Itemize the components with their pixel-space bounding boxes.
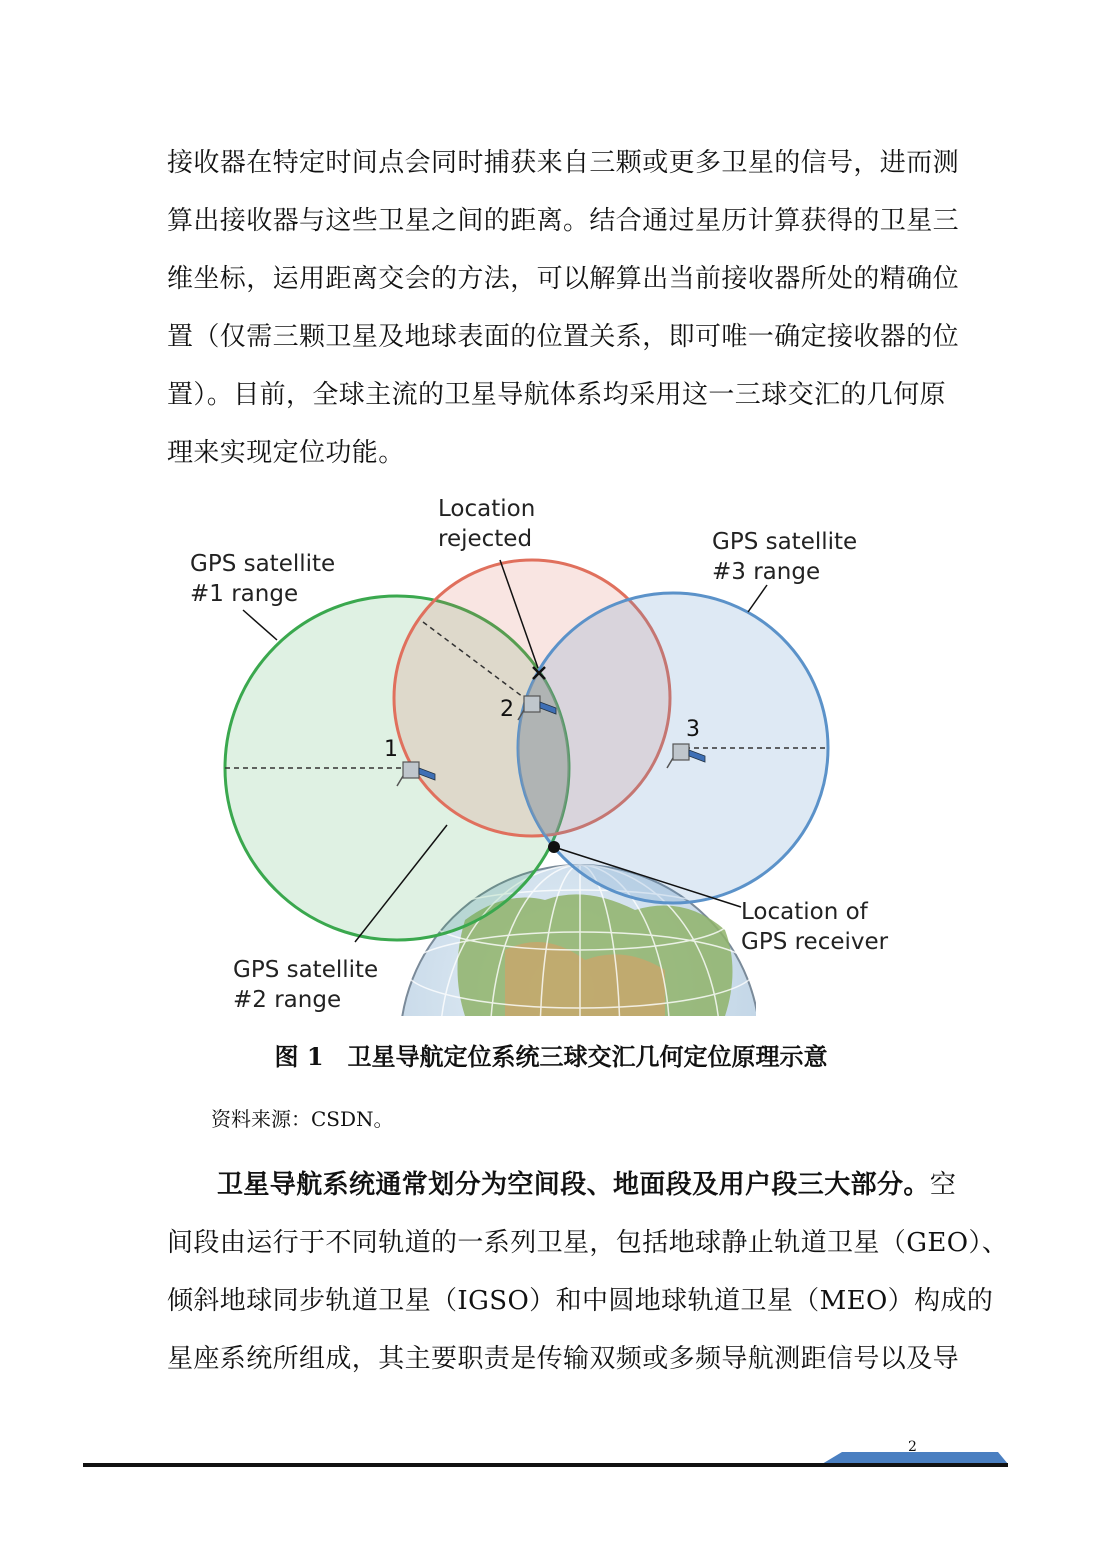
sat1-range-label-1: GPS satellite [190,551,336,577]
paragraph-1-line-2: 算出接收器与这些卫星之间的距离。结合通过星历计算获得的卫星三 [167,206,960,236]
location-rejected-label-2: rejected [438,526,533,552]
paragraph-2-line-1 [217,1168,957,1202]
sat3-range-label-2: #3 range [712,559,821,585]
gps-trilateration-diagram [165,490,935,1020]
paragraph-1-line-1: 接收器在特定时间点会同时捕获来自三颗或更多卫星的信号，进而测 [167,148,960,178]
sat2-range-label-1: GPS satellite [233,957,379,983]
footer-rule [83,1463,1008,1467]
sat3-range-label-1: GPS satellite [712,529,858,555]
paragraph-2-line-4: 星座系统所组成，其主要职责是传输双频或多频导航测距信号以及导 [167,1344,960,1374]
sat3-number: 3 [686,717,700,742]
paragraph-2-lead: 卫星导航系统通常划分为空间段、地面段及用户段三大部分。 [217,1170,930,1200]
page-number: 2 [908,1439,917,1455]
paragraph-1-line-3: 维坐标，运用距离交会的方法，可以解算出当前接收器所处的精确位 [167,264,960,294]
sat2-number: 2 [500,697,514,722]
receiver-label-2: GPS receiver [741,929,889,955]
paragraph-2-line-2: 间段由运行于不同轨道的一系列卫星，包括地球静止轨道卫星（GEO）、 [167,1228,1009,1258]
figure-caption: 图 1 卫星导航定位系统三球交汇几何定位原理示意 [274,1042,828,1071]
figure-source: 资料来源：CSDN。 [211,1107,394,1131]
paragraph-2-first-rest: 空 [929,1170,957,1200]
sat2-range-label-2: #2 range [233,987,342,1013]
location-rejected-label-1: Location [438,496,536,522]
paragraph-2-line-3: 倾斜地球同步轨道卫星（IGSO）和中圆地球轨道卫星（MEO）构成的 [167,1286,994,1316]
paragraph-1-line-4: 置（仅需三颗卫星及地球表面的位置关系，即可唯一确定接收器的位 [167,322,960,352]
sat1-number: 1 [384,737,398,762]
receiver-label-1: Location of [741,899,868,925]
sat1-range-label-2: #1 range [190,581,299,607]
paragraph-1-line-5: 置）。目前，全球主流的卫星导航体系均采用这一三球交汇的几何原 [167,380,947,410]
paragraph-1-line-6: 理来实现定位功能。 [167,438,405,468]
